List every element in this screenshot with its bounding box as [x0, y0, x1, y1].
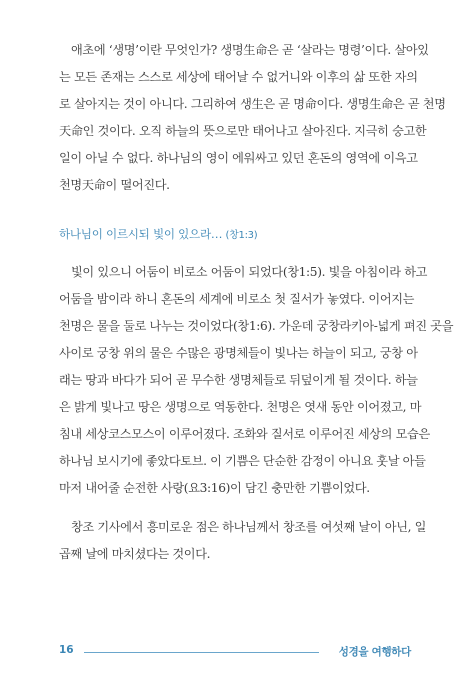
- running-book-title: 성경을 여행하다: [338, 646, 411, 658]
- quote-reference: (창1:3): [225, 230, 258, 241]
- text-line: 천명은 물을 둘로 나누는 것이었다(창1:6). 가운데 궁창라키아-넓게 펴진 곳을: [59, 319, 454, 333]
- text-line: 천명天命이 떨어진다.: [59, 178, 170, 192]
- text-line: 애초에 ‘생명’이란 무엇인가? 생명生命은 곧 ‘살라는 명령’이다. 살아있: [71, 43, 429, 57]
- paragraph-life-as-command: [59, 37, 446, 199]
- text-line: 마저 내어줄 순전한 사랑(요3:16)이 담긴 충만한 기쁨이었다.: [59, 481, 370, 495]
- text-line: 로 살아지는 것이 아니다. 그리하여 생生은 곧 명命이다. 생명生命은 곧 천명: [59, 97, 446, 111]
- page-footer: [0, 640, 470, 664]
- text-line: 하나님 보시기에 좋았다토브. 이 기쁨은 단순한 감정이 아니요 훗날 아들: [59, 454, 426, 468]
- text-line: 일이 아닐 수 없다. 하나님의 영이 에워싸고 있던 혼돈의 영역에 이윽고: [59, 151, 418, 165]
- paragraph-light-and-order: [59, 259, 454, 502]
- quote-text: 하나님이 이르시되 빛이 있으라…: [59, 227, 223, 241]
- scripture-quote: [59, 221, 411, 247]
- page-number: 16: [59, 644, 74, 656]
- text-line: 는 모든 존재는 스스로 세상에 태어날 수 없거니와 이후의 삶 또한 자의: [59, 70, 418, 84]
- footer-divider: [84, 652, 319, 653]
- text-line: 사이로 궁창 위의 물은 수많은 광명체들이 빛나는 하늘이 되고, 궁창 아: [59, 346, 418, 360]
- text-line: 빛이 있으니 어둠이 비로소 어둠이 되었다(창1:5). 빛을 아침이라 하고: [71, 265, 428, 279]
- paragraph-seventh-day: [59, 514, 427, 568]
- text-line: 어둠을 밤이라 하니 혼돈의 세계에 비로소 첫 질서가 놓였다. 이어지는: [59, 292, 415, 306]
- text-line: 창조 기사에서 흥미로운 점은 하나님께서 창조를 여섯째 날이 아닌, 일: [71, 520, 427, 534]
- text-line: 天命인 것이다. 오직 하늘의 뜻으로만 태어나고 살아진다. 지극히 숭고한: [59, 124, 427, 138]
- text-line: 래는 땅과 바다가 되어 곧 무수한 생명체들로 뒤덮이게 될 것이다. 하늘: [59, 373, 418, 387]
- text-line: 은 밝게 빛나고 땅은 생명으로 역동한다. 천명은 엿새 동안 이어졌고, 마: [59, 400, 422, 414]
- text-line: 침내 세상코스모스이 이루어졌다. 조화와 질서로 이루어진 세상의 모습은: [59, 427, 430, 441]
- text-line: 곱째 날에 마치셨다는 것이다.: [59, 547, 211, 561]
